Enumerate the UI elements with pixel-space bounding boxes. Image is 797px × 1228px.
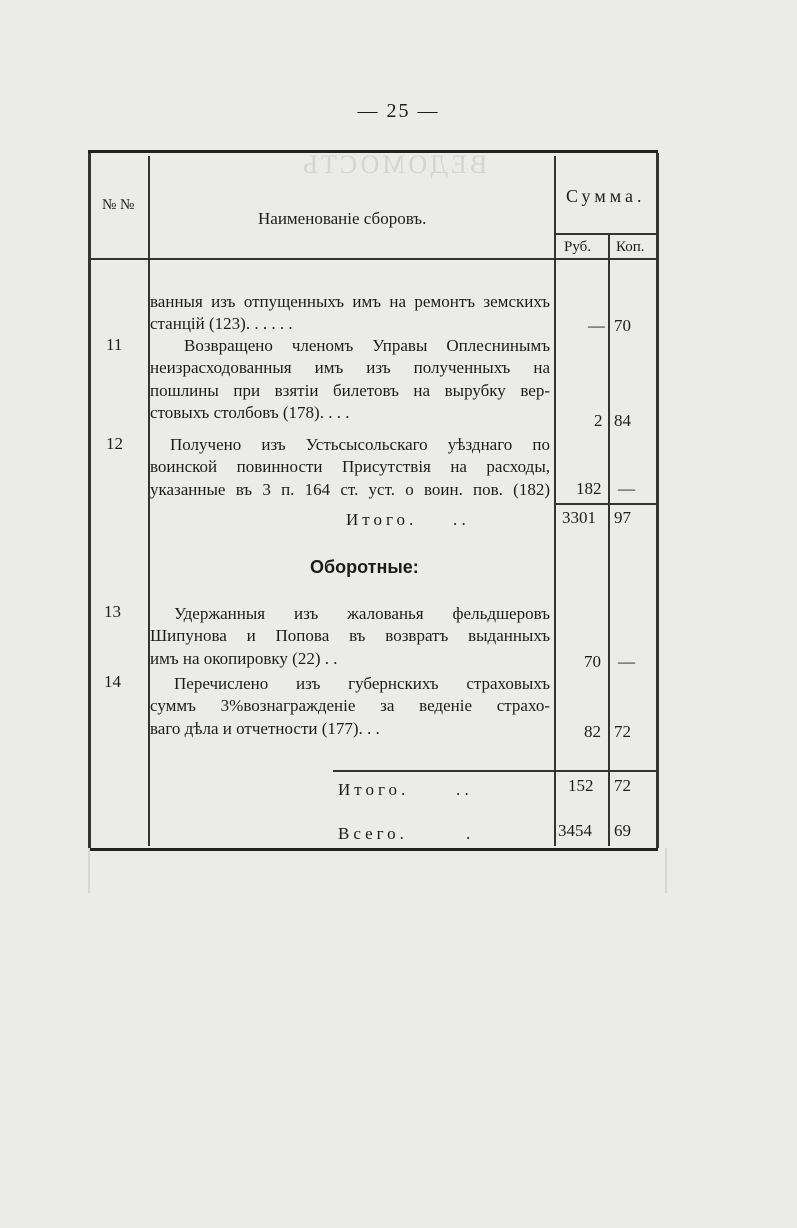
subtotal1-label: Итого. (346, 510, 418, 529)
subtotal1-line (554, 503, 657, 505)
bleed-through-line (665, 848, 667, 893)
desc-line: указанные въ 3 п. 164 ст. уст. о воин. пов. (182) (150, 479, 550, 499)
desc-line: Возвращено членомъ Управы Оплеснинымъ (184, 336, 550, 355)
total-rub: 3454 (558, 821, 592, 840)
desc-line: ваго дѣла и отчетности (177). . . (150, 718, 380, 738)
desc-line: Удержанныя изъ жалованья фельдшеровъ (174, 604, 550, 623)
bleed-through-text: ВЕДОМОСТЬ (300, 150, 488, 179)
header-sum: Сумма. (566, 186, 646, 206)
row-11-number: 11 (106, 335, 123, 354)
row-continuation-desc (150, 291, 550, 336)
row-12-rub: 182 (576, 479, 602, 498)
desc-line: ванныя изъ отпущенныхъ имъ на ремонтъ земскихъ (150, 292, 550, 311)
total-label: Всего. (338, 824, 408, 843)
desc-line: стовыхъ столбовъ (178). . . . (150, 402, 350, 422)
desc-line: Перечислено изъ губернскихъ страховыхъ (174, 674, 550, 693)
desc-line: Шипунова и Попова въ возвратъ выданныхъ (150, 626, 550, 646)
subtotal2-rub: 152 (568, 776, 594, 795)
desc-line: имъ на окопировку (22) . . (150, 648, 338, 668)
sum-subheader-line (554, 233, 657, 235)
header-bottom-line (88, 258, 658, 260)
header-number: № № (102, 197, 135, 213)
row-11-kop: 84 (614, 411, 631, 430)
page-number: — 25 — (357, 100, 440, 122)
col-separator-sum (554, 156, 556, 846)
row-13-rub: 70 (584, 652, 601, 671)
desc-line: суммъ 3%вознагражденіе за веденіе страхо- (150, 696, 550, 716)
section-title: Оборотные: (310, 557, 419, 577)
row-14-desc (150, 673, 550, 740)
total-line (333, 770, 554, 772)
row-11-rub: 2 (594, 411, 603, 430)
row-continuation-rub: — (588, 316, 605, 335)
subtotal1-rub: 3301 (562, 508, 596, 527)
header-name: Наименованіе сборовъ. (258, 209, 427, 228)
header-rub: Руб. (564, 239, 592, 255)
col-separator-no (148, 156, 150, 846)
subtotal2-kop: 72 (614, 776, 631, 795)
subtotal2-dots: . . (456, 780, 469, 799)
desc-line: воинской повинности Присутствія на расходы, (150, 457, 550, 477)
row-11-desc (150, 335, 550, 424)
total-kop: 69 (614, 821, 631, 840)
table-frame (88, 150, 658, 851)
subtotal2-label: Итого. (338, 780, 410, 799)
desc-line: неизрасходованныя имъ изъ полученныхъ на (150, 358, 550, 378)
row-13-number: 13 (104, 602, 121, 621)
row-12-number: 12 (106, 434, 123, 453)
row-14-rub: 82 (584, 722, 601, 741)
subtotal1-dots: . . (453, 510, 466, 529)
row-13-kop: — (618, 652, 635, 671)
row-14-kop: 72 (614, 722, 631, 741)
desc-line: станцій (123). . . . . . (150, 314, 293, 334)
row-13-desc (150, 603, 550, 670)
total-dots: . (466, 824, 471, 843)
bleed-through-line (88, 848, 90, 893)
subtotal1-kop: 97 (614, 508, 631, 527)
header-kop: Коп. (616, 239, 645, 255)
col-separator-kop (608, 233, 610, 846)
row-continuation-kop: 70 (614, 316, 631, 335)
subtotal2-line (554, 770, 657, 772)
row-12-kop: — (618, 479, 635, 498)
row-14-number: 14 (104, 672, 121, 691)
desc-line: пошлины при взятіи билетовъ на вырубку вер- (150, 380, 550, 400)
row-12-desc (150, 434, 550, 501)
desc-line: Получено изъ Устьсысольскаго уѣзднаго по (170, 435, 550, 454)
